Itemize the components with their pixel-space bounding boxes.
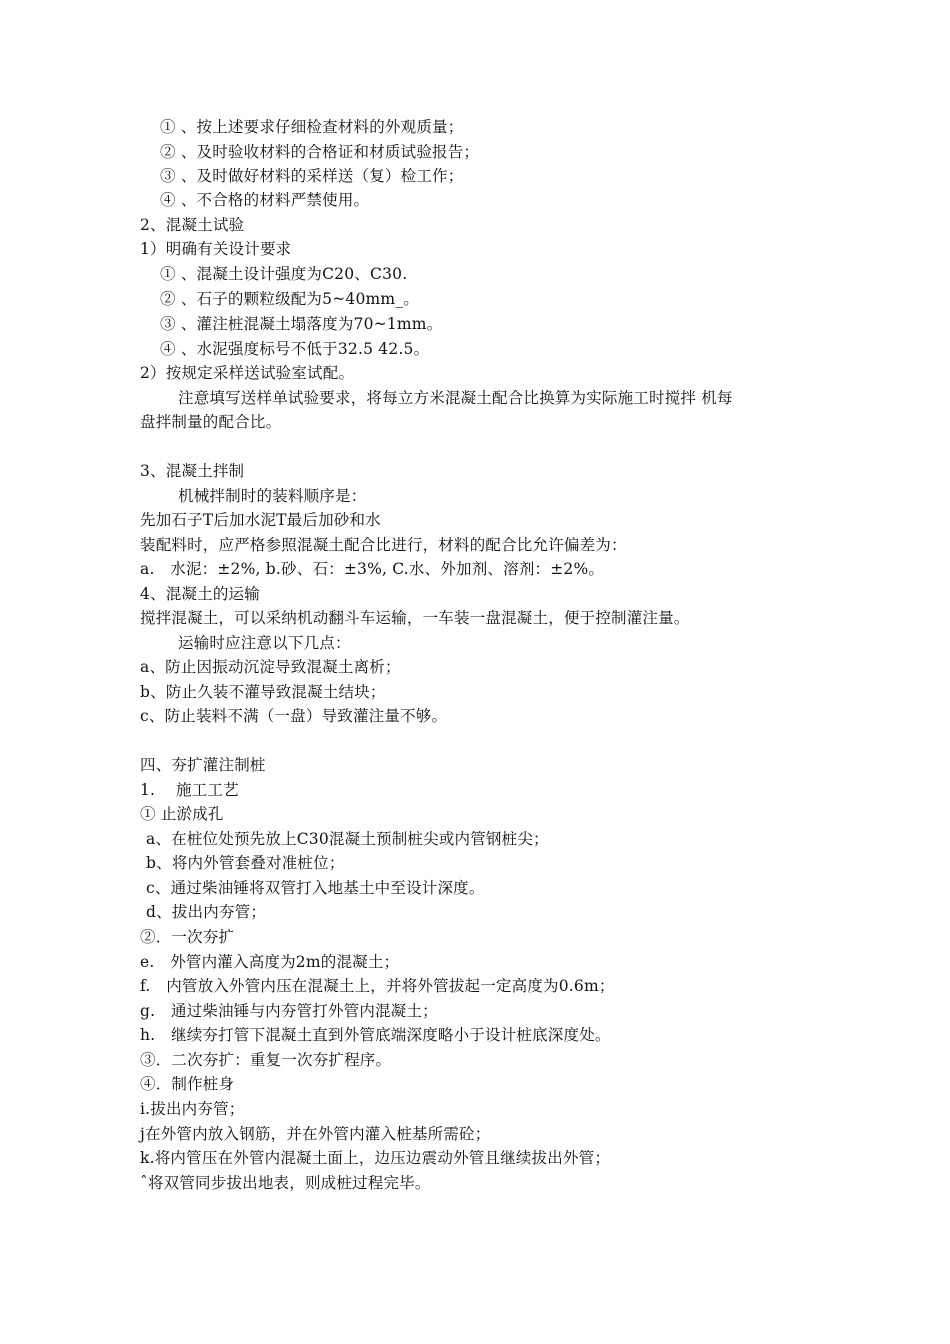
text-line: 注意填写送样单试验要求，将每立方米混凝土配合比换算为实际施工时搅拌 机每 <box>178 389 733 407</box>
text-line: i.拔出内夯管； <box>140 1100 245 1118</box>
text-line: 装配料时，应严格参照混凝土配合比进行，材料的配合比允许偏差为： <box>140 536 627 554</box>
text-line: c、通过柴油锤将双管打入地基土中至设计深度。 <box>146 879 485 897</box>
text-line: ② 、及时验收材料的合格证和材质试验报告； <box>160 143 480 161</box>
text-line: ③ 、及时做好材料的采样送（复）检工作； <box>160 167 464 185</box>
text-line: 运输时应注意以下几点： <box>178 634 351 652</box>
text-line: ④ 、水泥强度标号不低于32.5 42.5。 <box>160 340 430 358</box>
text-line: ② 、石子的颗粒级配为5~40mm_。 <box>160 290 419 308</box>
text-line: 1）明确有关设计要求 <box>140 240 292 258</box>
text-line: 机械拌制时的装料顺序是： <box>178 487 367 505</box>
text-line: ④ 、不合格的材料严禁使用。 <box>160 191 370 209</box>
text-line: j在外管内放入钢筋，并在外管内灌入桩基所需砼； <box>140 1125 491 1143</box>
text-line: h. 继续夯打管下混凝土直到外管底端深度略小于设计桩底深度处。 <box>140 1026 611 1044</box>
text-line: 1. 施工工艺 <box>140 781 239 799</box>
text-line: e. 外管内灌入高度为2m的混凝土； <box>140 953 400 971</box>
text-line: g. 通过柴油锤与内夯管打外管内混凝土； <box>140 1002 438 1020</box>
text-line: ④．制作桩身 <box>140 1075 235 1093</box>
text-line: 2）按规定采样送试验室试配。 <box>140 364 355 382</box>
section-heading: 2、混凝土试验 <box>140 216 245 234</box>
section-heading: 3、混凝土拌制 <box>140 462 245 480</box>
text-line: ˆ将双管同步拔出地表，则成桩过程完毕。 <box>140 1174 431 1192</box>
text-line: 盘拌制量的配合比。 <box>140 413 282 431</box>
text-line: ① 止淤成孔 <box>140 805 224 823</box>
text-line: c、防止装料不满（一盘）导致灌注量不够。 <box>140 707 448 725</box>
text-line: ③ 、灌注桩混凝土塌落度为70~1mm。 <box>160 315 443 333</box>
text-line: 先加石子T后加水泥T最后加砂和水 <box>140 511 381 529</box>
text-line: b、防止久装不灌导致混凝土结块； <box>140 683 386 701</box>
text-line: a. 水泥：±2%, b.砂、石：±3%, C.水、外加剂、溶剂：±2%。 <box>140 560 605 578</box>
text-line: k.将内管压在外管内混凝土面上，边压边震动外管且继续拔出外管； <box>140 1149 611 1167</box>
text-line: a、防止因振动沉淀导致混凝土离析； <box>140 658 401 676</box>
text-line: f. 内管放入外管内压在混凝土上，并将外管拔起一定高度为0.6m； <box>140 977 615 995</box>
text-line: a、在桩位处预先放上C30混凝土预制桩尖或内管钢桩尖； <box>146 830 549 848</box>
text-line: ②．一次夯扩 <box>140 928 235 946</box>
text-line: d、拔出内夯管； <box>146 903 267 921</box>
text-line: ① 、混凝土设计强度为C20、C30. <box>160 265 408 283</box>
section-heading: 4、混凝土的运输 <box>140 585 260 603</box>
section-heading: 四、夯扩灌注制桩 <box>140 756 266 774</box>
text-line: ③．二次夯扩：重复一次夯扩程序。 <box>140 1051 392 1069</box>
text-line: b、将内外管套叠对准桩位； <box>146 854 345 872</box>
text-line: 搅拌混凝土，可以采纳机动翻斗车运输，一车装一盘混凝土，便于控制灌注量。 <box>140 609 690 627</box>
text-line: ① 、按上述要求仔细检查材料的外观质量； <box>160 118 464 136</box>
